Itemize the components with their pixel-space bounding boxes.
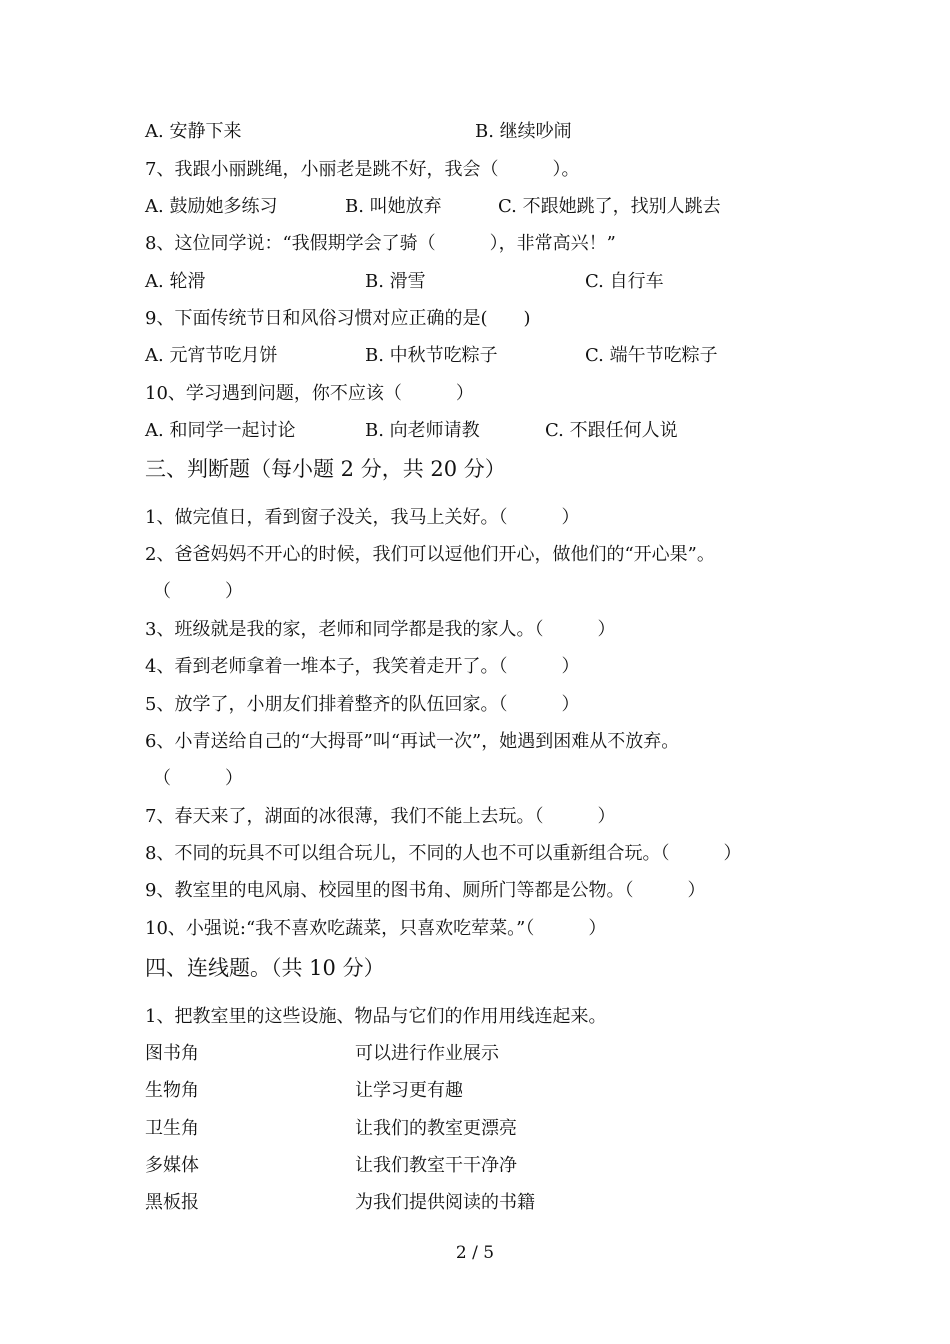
q8-option-c: C. 自行车	[585, 271, 664, 292]
q8-option-b: B. 滑雪	[365, 271, 426, 292]
tf-item: 9、教室里的电风扇、校园里的图书角、厕所门等都是公物。（ ）	[145, 880, 706, 901]
match-left-item: 多媒体	[145, 1155, 199, 1176]
tf-item: 6、小青送给自己的“大拇哥”叫“再试一次”，她遇到困难从不放弃。	[145, 731, 680, 752]
question-10: 10、学习遇到问题，你不应该（ ）	[145, 383, 474, 404]
q7-option-b: B. 叫她放弃	[345, 196, 442, 217]
tf-item: 4、看到老师拿着一堆本子，我笑着走开了。（ ）	[145, 656, 580, 677]
question-8: 8、这位同学说：“我假期学会了骑（ ），非常高兴！”	[145, 233, 616, 254]
q7-option-c: C. 不跟她跳了，找别人跳去	[498, 196, 721, 217]
page-number: 2 / 5	[455, 1243, 495, 1263]
q6-option-a: A. 安静下来	[145, 121, 242, 142]
match-right-item: 让学习更有趣	[355, 1080, 463, 1101]
tf-item: 1、做完值日，看到窗子没关，我马上关好。（ ）	[145, 507, 580, 528]
match-left-item: 黑板报	[145, 1192, 199, 1213]
q6-option-b: B. 继续吵闹	[475, 121, 572, 142]
section-title-true-false: 三、判断题（每小题 2 分，共 20 分）	[145, 457, 506, 481]
q9-option-b: B. 中秋节吃粽子	[365, 345, 498, 366]
q10-option-c: C. 不跟任何人说	[545, 420, 678, 441]
tf-item: 2、爸爸妈妈不开心的时候，我们可以逗他们开心，做他们的“开心果”。	[145, 544, 715, 565]
match-left-item: 卫生角	[145, 1118, 199, 1139]
tf-item-answer-blank: （ ）	[153, 768, 243, 789]
q9-option-a: A. 元宵节吃月饼	[145, 345, 278, 366]
match-right-item: 让我们的教室更漂亮	[355, 1118, 517, 1139]
tf-item: 3、班级就是我的家，老师和同学都是我的家人。（ ）	[145, 619, 616, 640]
tf-item-answer-blank: （ ）	[153, 581, 243, 602]
q10-option-b: B. 向老师请教	[365, 420, 480, 441]
question-9: 9、下面传统节日和风俗习惯对应正确的是( )	[145, 308, 531, 329]
match-left-item: 生物角	[145, 1080, 199, 1101]
match-left-item: 图书角	[145, 1043, 199, 1064]
q8-option-a: A. 轮滑	[145, 271, 206, 292]
q10-option-a: A. 和同学一起讨论	[145, 420, 296, 441]
tf-item: 10、小强说:“我不喜欢吃蔬菜，只喜欢吃荤菜。”（ ）	[145, 918, 607, 939]
question-7: 7、我跟小丽跳绳，小丽老是跳不好，我会（ ）。	[145, 159, 580, 180]
tf-item: 7、春天来了，湖面的冰很薄，我们不能上去玩。（ ）	[145, 806, 616, 827]
q9-option-c: C. 端午节吃粽子	[585, 345, 718, 366]
match-right-item: 让我们教室干干净净	[355, 1155, 517, 1176]
tf-item: 5、放学了，小朋友们排着整齐的队伍回家。（ ）	[145, 694, 580, 715]
matching-question-1: 1、把教室里的这些设施、物品与它们的作用用线连起来。	[145, 1006, 607, 1027]
match-right-item: 可以进行作业展示	[355, 1043, 499, 1064]
q7-option-a: A. 鼓励她多练习	[145, 196, 278, 217]
match-right-item: 为我们提供阅读的书籍	[355, 1192, 535, 1213]
tf-item: 8、不同的玩具不可以组合玩儿，不同的人也不可以重新组合玩。（ ）	[145, 843, 742, 864]
section-title-matching: 四、连线题。（共 10 分）	[145, 956, 385, 980]
